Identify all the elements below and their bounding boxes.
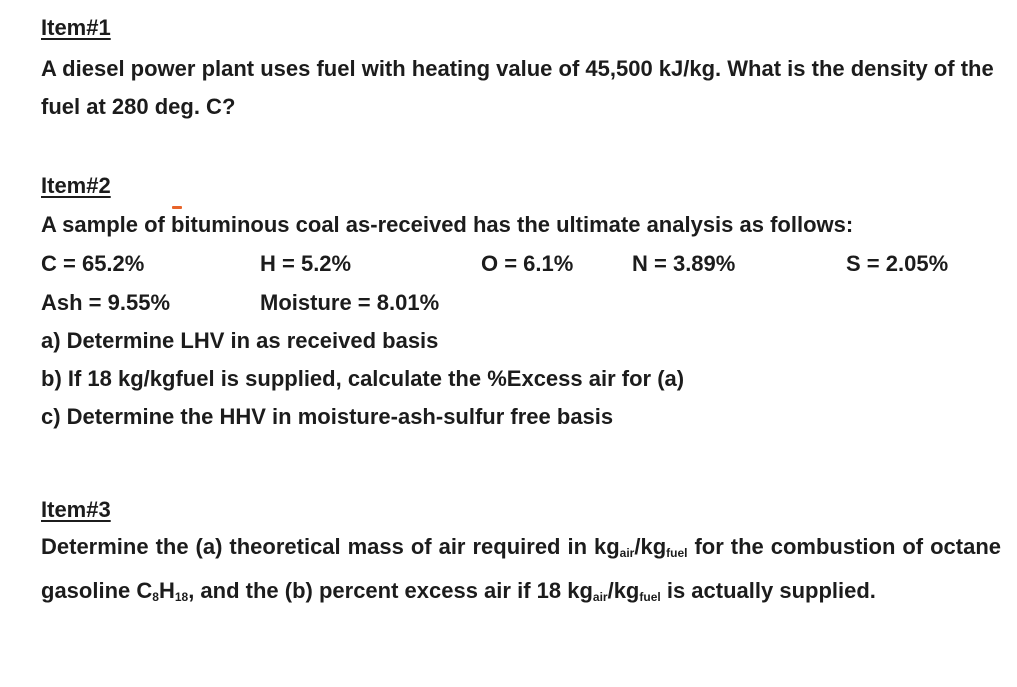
subscript-air-2: air [592,590,608,604]
item-3-text-1: Determine the (a) theoretical mass of air required in kg [41,534,620,559]
item-2 [41,172,1001,436]
item-1 [41,14,1001,126]
item-3-heading: Item#3 [41,497,111,522]
item-2-part-c: c) Determine the HHV in moisture-ash-sulfur free basis [41,404,614,429]
analysis-nitrogen: N = 3.89% [632,251,736,276]
item-3-text-3: , and the (b) percent excess air if 18 kg [188,578,593,603]
subscript-air: air [619,546,635,560]
item-2-heading: Item#2 [41,173,111,198]
item-1-question: A diesel power plant uses fuel with heating value of 45,500 kJ/kg. What is the density of the fuel at 280 deg. C? [41,56,994,119]
item-3-question [41,528,1001,616]
analysis-sulfur: S = 2.05% [846,251,949,276]
subscript-carbon-count: 8 [152,590,159,604]
item-2-part-b: b) If 18 kg/kgfuel is supplied, calculate the %Excess air for (a) [41,366,685,391]
item-2-part-a: a) Determine LHV in as received basis [41,328,439,353]
analysis-hydrogen: H = 5.2% [260,251,352,276]
analysis-row-2 [41,283,1001,322]
analysis-oxygen: O = 6.1% [481,251,574,276]
subscript-fuel: fuel [666,546,688,560]
slash-kg: /kg [634,534,667,559]
analysis-ash: Ash = 9.55% [41,290,171,315]
item-3-text-4: is actually supplied. [660,578,876,603]
item-3-text-2: for the combustion of octane gasoline C [41,534,1001,603]
analysis-moisture: Moisture = 8.01% [260,290,440,315]
slash-kg-2: /kg [607,578,640,603]
subscript-fuel-2: fuel [639,590,661,604]
hydrogen-symbol: H [158,578,175,603]
orange-mark [172,206,182,209]
item-1-heading: Item#1 [41,15,111,40]
analysis-carbon: C = 65.2% [41,251,145,276]
subscript-hydrogen-count: 18 [174,590,189,604]
analysis-row-1 [41,244,1001,283]
item-2-intro: A sample of bituminous coal as-received has the ultimate analysis as follows: [41,212,854,237]
item-3 [41,496,1001,616]
